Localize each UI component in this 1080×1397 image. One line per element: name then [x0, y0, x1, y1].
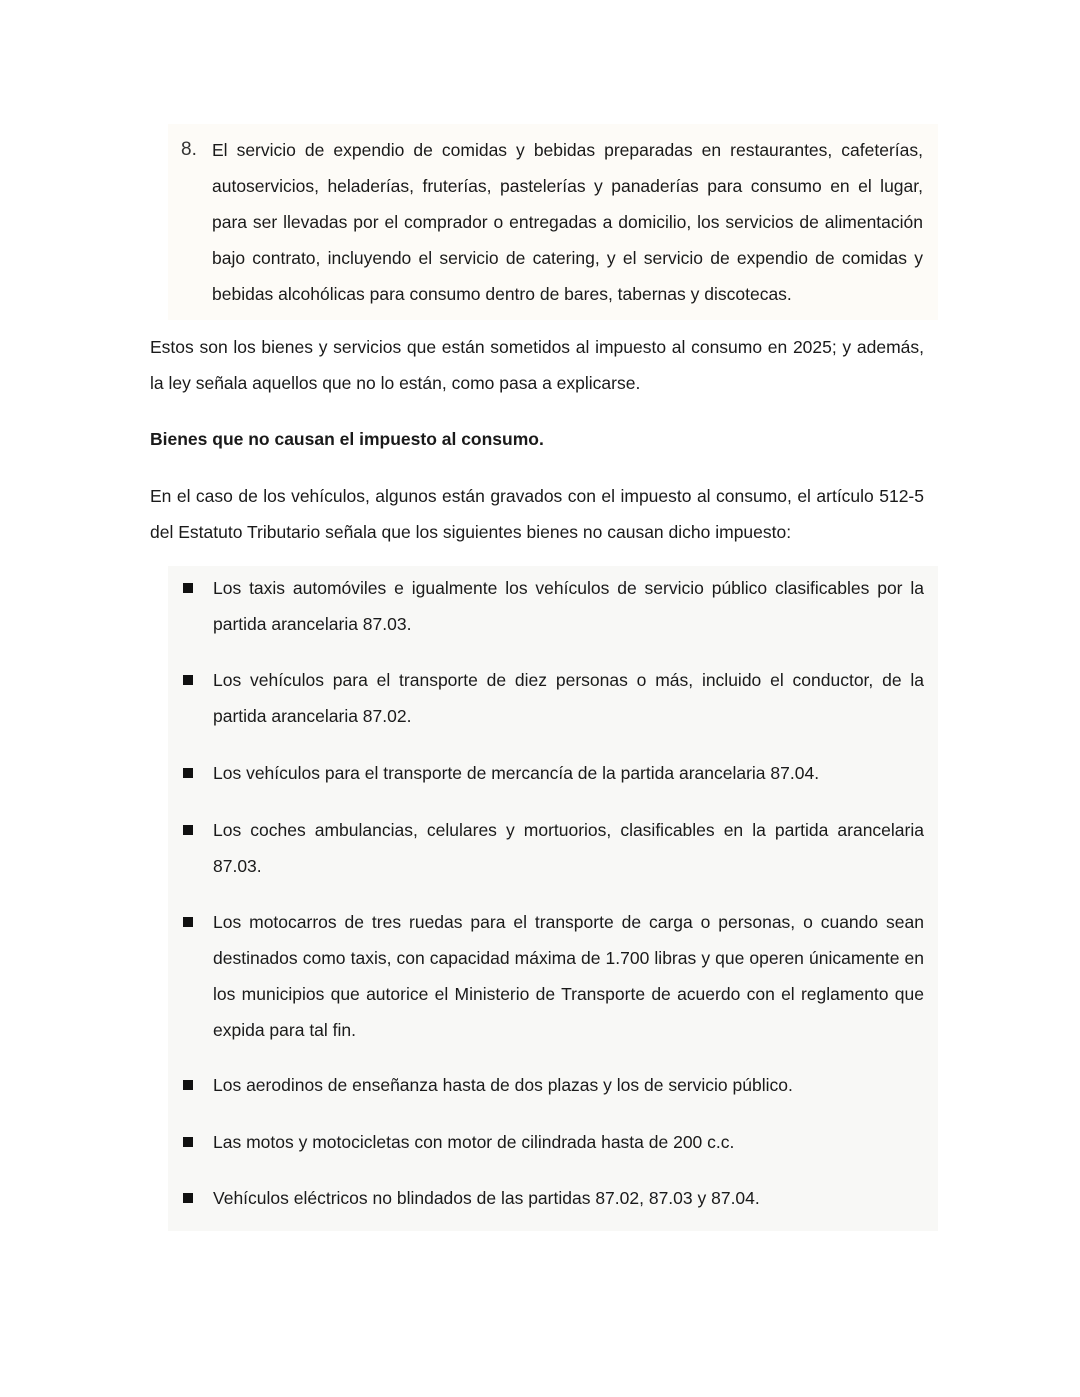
bullet-square-icon: [183, 1080, 193, 1090]
bullet-square-icon: [183, 675, 193, 685]
list-item-text: Los aerodinos de enseñanza hasta de dos plazas y los de servicio público.: [213, 1075, 793, 1095]
list-item-text: Los coches ambulancias, celulares y mortuorios, clasificables en la partida arancelaria 87.03.: [213, 820, 924, 876]
bullet-square-icon: [183, 583, 193, 593]
section-heading: Bienes que no causan el impuesto al consumo.: [150, 429, 544, 449]
list-item-text: Las motos y motocicletas con motor de cilindrada hasta de 200 c.c.: [213, 1132, 735, 1152]
item-number: 8.: [181, 139, 197, 160]
bullet-list: [168, 566, 938, 1231]
bullet-square-icon: [183, 1193, 193, 1203]
list-item: [168, 662, 938, 734]
section-paragraph: En el caso de los vehículos, algunos están gravados con el impuesto al consumo, el artículo 512-5 del Estatuto Tributario señala que los siguientes bienes no causan dicho impuesto:: [150, 486, 924, 542]
list-item: [168, 1124, 938, 1160]
bullet-square-icon: [183, 825, 193, 835]
numbered-item-block: [168, 124, 938, 320]
bullet-square-icon: [183, 917, 193, 927]
list-item-text: Los motocarros de tres ruedas para el transporte de carga o personas, o cuando sean destinados como taxis, con capacidad máxima de 1.700 libras y que operen únicamente en los municipios que autorice el Ministerio de Transporte de acuerdo con el reglamento que expida para tal fin.: [213, 912, 924, 1040]
list-item-text: Los vehículos para el transporte de mercancía de la partida arancelaria 87.04.: [213, 763, 820, 783]
item-text: El servicio de expendio de comidas y bebidas preparadas en restaurantes, cafeterías, autoservicios, heladerías, fruterías, pastelerías y panaderías para consumo en el lugar, para ser llevadas por el comprador o entregadas a domicilio, los servicios de alimentación bajo contrato, incluyendo el servicio de catering, y el servicio de expendio de comidas y bebidas alcohólicas para consumo dentro de bares, tabernas y discotecas.: [212, 140, 923, 304]
list-item: [168, 904, 938, 1048]
bullet-square-icon: [183, 1137, 193, 1147]
list-item-text: Vehículos eléctricos no blindados de las partidas 87.02, 87.03 y 87.04.: [213, 1188, 760, 1208]
list-item-text: Los vehículos para el transporte de diez personas o más, incluido el conductor, de la partida arancelaria 87.02.: [213, 670, 924, 726]
bullet-square-icon: [183, 768, 193, 778]
list-item: [168, 1067, 938, 1103]
list-item: [168, 755, 938, 791]
list-item: [168, 1180, 938, 1216]
list-item-text: Los taxis automóviles e igualmente los vehículos de servicio público clasificables por la partida arancelaria 87.03.: [213, 578, 924, 634]
list-item: [168, 570, 938, 642]
list-item: [168, 812, 938, 884]
intro-paragraph: Estos son los bienes y servicios que están sometidos al impuesto al consumo en 2025; y además, la ley señala aquellos que no lo están, como pasa a explicarse.: [150, 337, 924, 393]
